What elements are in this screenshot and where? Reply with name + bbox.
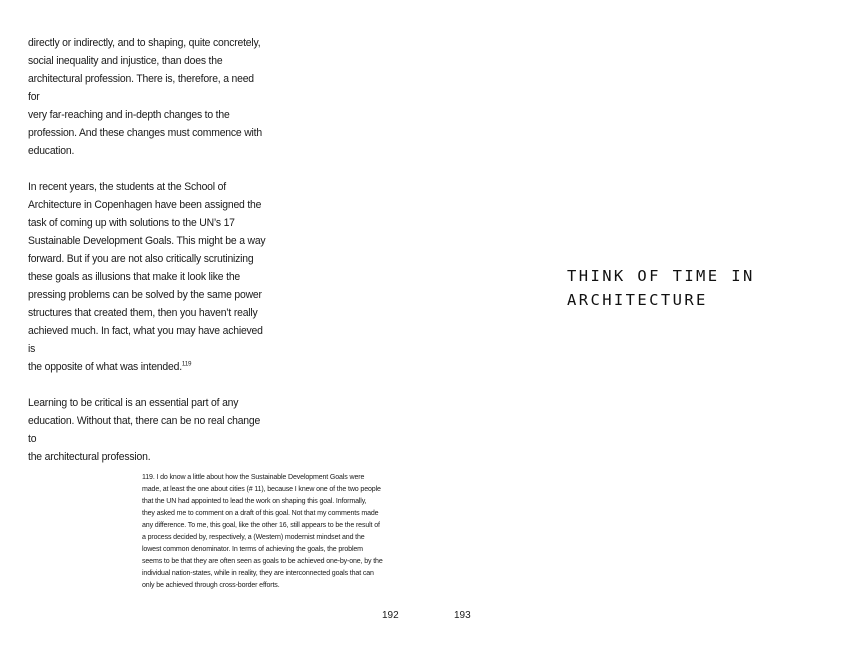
paragraph: directly or indirectly, and to shaping, quite concretely, social inequality and injustice, than does the architectural profession. There is, therefore, a need for very far-reaching and in-depth changes to the profession. And these changes must commence with education. [28, 37, 262, 157]
paragraph-text: In recent years, the students at the School of Architecture in Copenhagen have been assigned the task of coming up with solutions to the UN’s 17 Sustainable Development Goals. This might be a way forward. But if you are not also critically scrutinizing these goals as illusions that make it look like the pressing problems can be solved by the same power structures that created them, then you haven’t really achieved much. In fact, what you may have achieved is the opposite of what was intended. [28, 181, 266, 373]
chapter-title: THINK OF TIME IN ARCHITECTURE [567, 267, 755, 309]
paragraph-with-footnote [28, 178, 266, 376]
footnote: 119. I do know a little about how the Sustainable Development Goals were made, at least the one about cities (# 11), because I knew one of the two people that the UN had appointed to lead the work on shaping this goal. Informally, they asked me to comment on a draft of this goal. Not that my comments made any difference. To me, this goal, like the other 16, still appears to be the result of a process decided by, respectively, a (Western) modernist mindset and the lowest common denominator. In terms of achieving the goals, the problem seems to be that they are often seen as goals to be achieved one-by-one, by the individual nation-states, while in reality, they are interconnected goals that can only be achieved through cross-border efforts. [142, 472, 383, 589]
page-number-right: 193 [454, 610, 471, 621]
body-text [28, 34, 266, 484]
right-page [425, 0, 850, 652]
paragraph: Learning to be critical is an essential part of any education. Without that, there can be no real change to the architectural profession. [28, 397, 261, 463]
footnote-reference[interactable]: 119 [181, 360, 192, 368]
page-number-left: 192 [382, 610, 399, 621]
